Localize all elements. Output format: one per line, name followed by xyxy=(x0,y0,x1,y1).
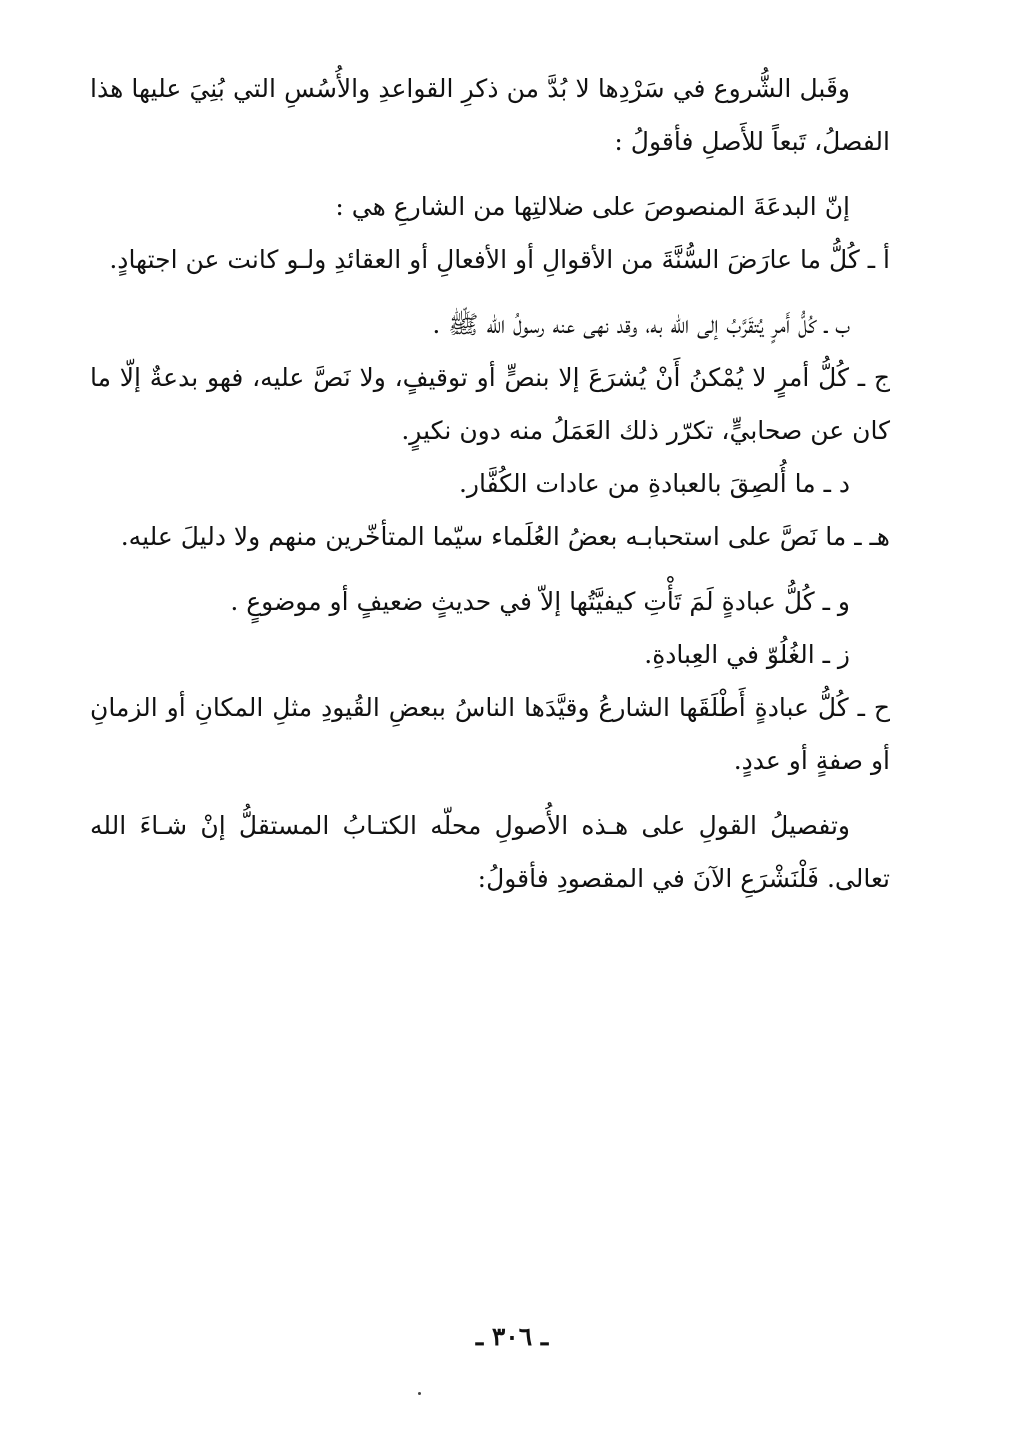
paragraph-gap xyxy=(90,286,890,298)
list-item-g: ز ـ الغُلُوّ في العِبادةِ. xyxy=(644,640,850,669)
paragraph-gap xyxy=(90,563,890,575)
page-number: ـ ٣٠٦ ـ xyxy=(475,1322,549,1351)
list-item-d: د ـ ما أُلصِقَ بالعبادةِ من عادات الكُفَّار. xyxy=(458,469,850,498)
paragraph-gap xyxy=(90,168,890,180)
list-item-h: ح ـ كُلُّ عبادةٍ أَطْلَقَها الشارعُ وقيَّدَها الناسُ ببعضِ القُيودِ مثلِ المكانِ أو الزمانِ أو صفةٍ أو عددٍ. xyxy=(90,693,890,775)
list-item-f: و ـ كُلُّ عبادةٍ لَمَ تَأْتِ كيفيَّتُها إلاّ في حديثٍ ضعيفٍ أو موضوعٍ . xyxy=(230,587,850,616)
body-text xyxy=(90,62,890,905)
scan-speck xyxy=(418,1392,421,1395)
closing-paragraph: وتفصيلُ القولِ على هـذه الأُصولِ محلّه الكتـابُ المستقلُّ إنْ شـاءَ الله تعالى. فَلْنَشْرَعِ الآنَ في المقصودِ فأقولُ: xyxy=(90,811,890,893)
definition-lead: إنّ البدعَةَ المنصوصَ على ضلالتِها من الشارعِ هي : xyxy=(335,192,850,221)
intro-paragraph: وقَبل الشُّروع في سَرْدِها لا بُدَّ من ذكرِ القواعدِ والأُسُسِ التي بُنِيَ عليها هذا الفصلُ، تَبعاً للأَصلِ فأقولُ : xyxy=(90,74,890,156)
list-item-e: هـ ـ ما نَصَّ على استحبابـه بعضُ العُلَماء سيّما المتأخّرين منهم ولا دليلَ عليه. xyxy=(120,522,890,551)
list-item-b: ب ـ كُلُّ أَمرٍ يُتقَرَّبُ إلى الله به، وقد نهى عنه رسولُ الله ﷺ . xyxy=(432,310,850,339)
paragraph-gap xyxy=(90,787,890,799)
list-item-a: أ ـ كُلُّ ما عارَضَ السُّنَّةَ من الأقوالِ أو الأفعالِ أو العقائدِ ولـو كانت عن اجتهادٍ. xyxy=(109,245,890,274)
list-item-c: ج ـ كُلُّ أمرٍ لا يُمْكنُ أَنْ يُشرَعَ إلا بنصٍّ أو توقيفٍ، ولا نَصَّ عليه، فهو بدعةٌ إلّا ما كان عن صحابيٍّ، تكرّر ذلك العَمَلُ منه دون نكيرٍ. xyxy=(90,363,890,445)
